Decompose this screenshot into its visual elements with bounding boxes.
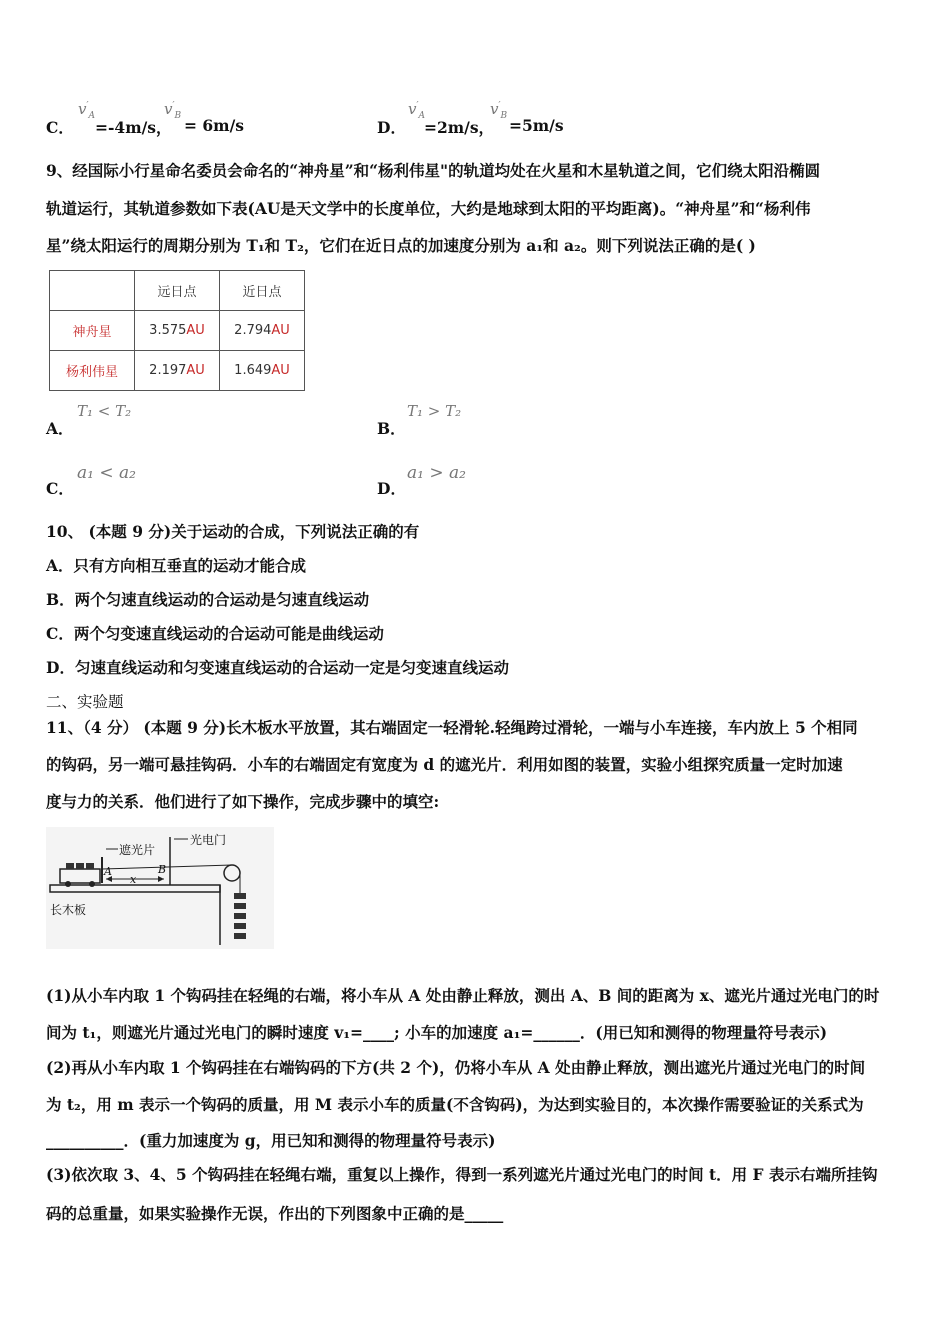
q8-d-va-symbol: $v'_A$ [408,100,426,121]
label-shade: 遮光片 [119,843,156,857]
q9-option-d-expr: a₁ > a₂ [407,463,466,483]
q8-c-va-symbol: $v'_A$ [78,100,96,121]
orbit-table [49,270,305,391]
q11-part2-line1: (2)再从小车内取 1 个钩码挂在右端钩码的下方(共 2 个)，仍将小车从 A 处由静止释放，测出遮光片通过光电门的时间 [46,1058,866,1077]
q11-stem-line2: 的钩码，另一端可悬挂钩码．小车的右端固定有宽度为 d 的遮光片．利用如图的装置，实验小组探究质量一定时加速 [46,755,843,774]
cart-weight [76,863,84,869]
q9-stem-line1: 9、经国际小行星命名委员会命名的“神舟星”和“杨利伟星"的轨道均处在火星和木星轨道之间，它们绕太阳沿椭圆 [46,161,821,180]
q11-stem-line3: 度与力的关系．他们进行了如下操作，完成步骤中的填空: [46,792,440,811]
label-a: A [104,865,112,878]
table-cell-name: 杨利伟星 [50,351,135,391]
table-row [50,351,305,391]
q11-part1-line1: (1)从小车内取 1 个钩码挂在轻绳的右端，将小车从 A 处由静止释放，测出 A、B 间的距离为 x、遮光片通过光电门的时 [46,986,880,1005]
board-shape [50,885,220,892]
label-gate: 光电门 [190,833,227,847]
hanging-weight [234,933,246,939]
q8-d-vb-value: =5m/s [509,116,564,135]
pulley [224,865,240,881]
cart-wheel [89,881,95,887]
q10-option-d: D．匀速直线运动和匀变速直线运动的合运动一定是匀变速直线运动 [46,658,509,677]
q11-part1-line2: 间为 t₁，则遮光片通过光电门的瞬时速度 v₁=____; 小车的加速度 a₁=______．(用已知和测得的物理量符号表示) [46,1023,828,1042]
label-board: 长木板 [50,903,87,917]
table-cell-name: 神舟星 [50,311,135,351]
q10-option-b: B．两个匀速直线运动的合运动是匀速直线运动 [46,590,370,609]
q9-option-a-expr: T₁ < T₂ [77,402,132,420]
apparatus-drawing [46,827,274,949]
q9-option-b-expr: T₁ > T₂ [407,402,462,420]
table-cell-far: 3.575AU [135,311,220,351]
hanging-weight [234,893,246,899]
table-header-cell: 远日点 [135,271,220,311]
q9-option-b: B． [377,419,406,438]
q8-c-vb-symbol: $v'_B$ [164,100,182,121]
string [102,865,232,869]
q8-option-d: D． [377,118,406,137]
q8-c-va-value: =-4m/s， [95,118,172,137]
section-heading: 二、实验题 [46,693,124,711]
hanging-weight [234,913,246,919]
table-row [50,311,305,351]
q8-d-va-value: =2m/s， [424,118,495,137]
hanging-weight [234,923,246,929]
label-b: B [158,863,167,876]
q9-option-c-expr: a₁ < a₂ [77,463,136,483]
table-header-cell [50,271,135,311]
hanging-weight [234,903,246,909]
q9-stem-line3: 星”绕太阳运行的周期分别为 T₁和 T₂，它们在近日点的加速度分别为 a₁和 a₂。则下列说法正确的是( ) [46,236,756,255]
q11-part2-line2: 为 t₂，用 m 表示一个钩码的质量，用 M 表示小车的质量(不含钩码)，为达到实验目的，本次操作需要验证的关系式为 [46,1095,864,1114]
q11-stem-line1: 11、（4 分） (本题 9 分)长木板水平放置，其右端固定一轻滑轮.轻绳跨过滑轮，一端与小车连接，车内放上 5 个相同 [46,718,858,737]
q11-part3-line1: (3)依次取 3、4、5 个钩码挂在轻绳右端，重复以上操作，得到一系列遮光片通过光电门的时间 t．用 F 表示右端所挂钩 [46,1165,878,1184]
table-cell-near: 2.794AU [220,311,305,351]
cart-shape [60,869,100,883]
q9-option-a: A． [46,419,74,438]
q8-c-vb-value: = 6m/s [184,116,244,135]
q11-part3-line2: 码的总重量，如果实验操作无误，作出的下列图象中正确的是_____ [46,1204,504,1223]
apparatus-figure [46,827,274,949]
q8-option-c: C． [46,118,74,137]
table-cell-near: 1.649AU [220,351,305,391]
table-header-row [50,271,305,311]
cart-weight [66,863,74,869]
q9-stem-line2: 轨道运行，其轨道参数如下表(AU是天文学中的长度单位，大约是地球到太阳的平均距离)。“神舟星”和“杨利伟 [46,199,811,218]
q10-option-a: A．只有方向相互垂直的运动才能合成 [46,556,307,575]
q11-part2-line3: __________．(重力加速度为 g，用已知和测得的物理量符号表示) [46,1131,496,1150]
cart-wheel [65,881,71,887]
q10-stem: 10、 (本题 9 分)关于运动的合成，下列说法正确的有 [46,522,420,541]
table-cell-far: 2.197AU [135,351,220,391]
q9-option-d: D． [377,479,406,498]
q10-option-c: C．两个匀变速直线运动的合运动可能是曲线运动 [46,624,384,643]
q9-option-c: C． [46,479,74,498]
cart-weight [86,863,94,869]
table-header-cell: 近日点 [220,271,305,311]
label-x: x [130,873,137,886]
q8-d-vb-symbol: $v'_B$ [490,100,508,121]
